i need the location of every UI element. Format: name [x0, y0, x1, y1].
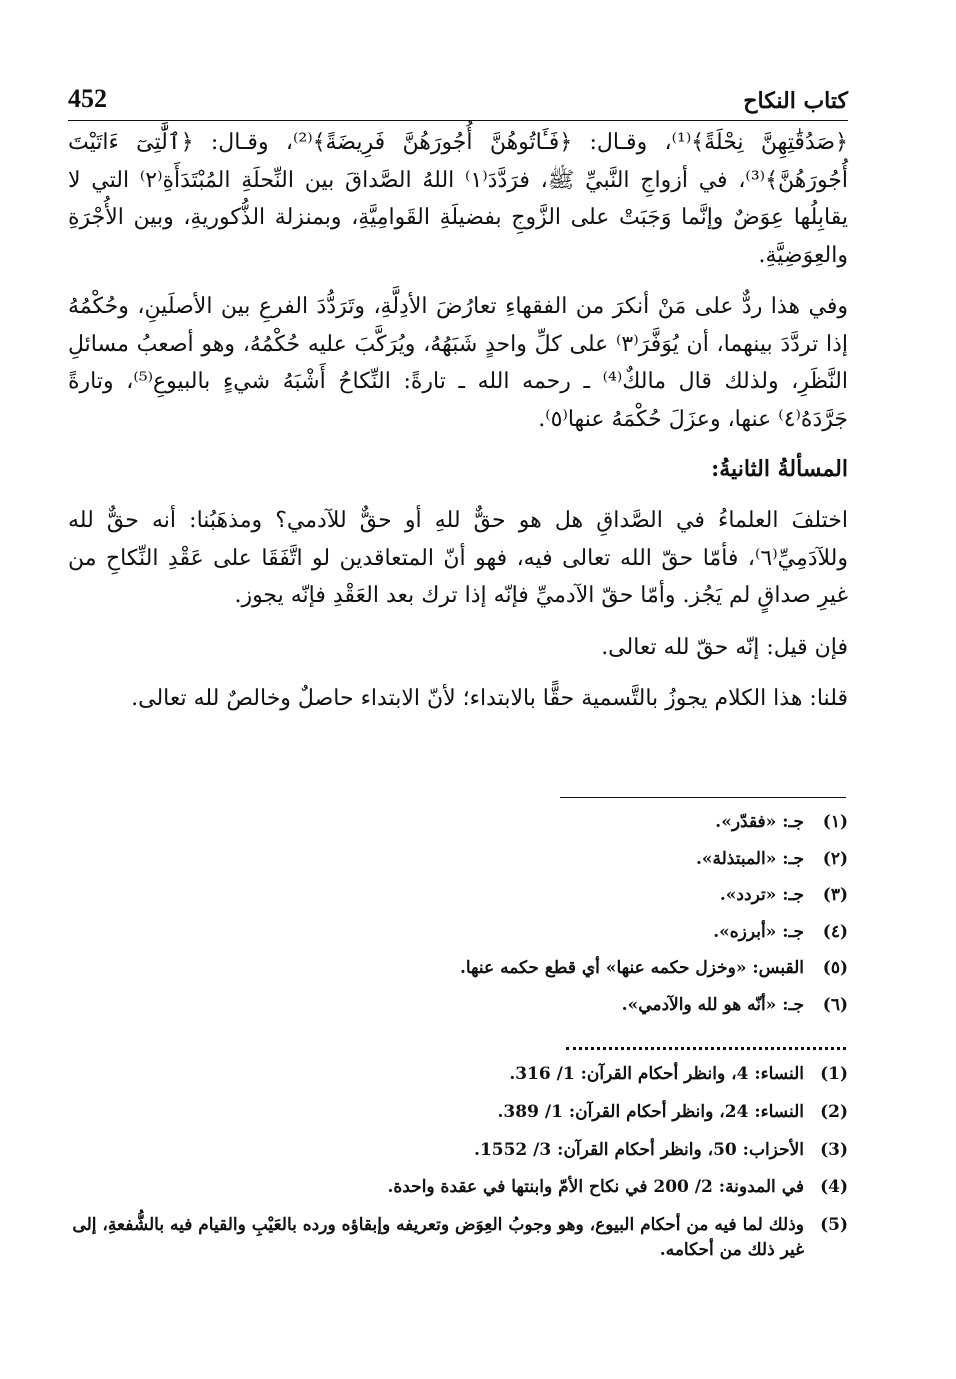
footnote-item [68, 1062, 848, 1087]
footnote-text: الأحزاب: 50، وانظر أحكام القرآن: 3/ 1552. [474, 1139, 804, 1160]
footnote-item [68, 1175, 848, 1200]
main-text [68, 124, 848, 732]
footnote-item [68, 1100, 848, 1125]
body-paragraph: اختلفَ العلماءُ في الصَّداقِ هل هو حقٌّ للهِ أو حقٌّ للآدمي؟ ومذهَبُنا: أنه حقٌّ لله وللآدَمِيِّ⁽٦⁾، فأمّا حقّ الله تعالى فيه، فهو أنّ المتعاقدين لو اتَّفَقَا على عَقْدِ النِّكاحِ من غيرِ صداقٍ لم يَجُز. وأمّا حقّ الآدميِّ فإنّه إذا ترك بعد العَقْدِ فإنّه يجوز. [68, 508, 848, 608]
footnote-text: في المدونة: 2/ 200 في نكاح الأمّ وابنتها في عقدة واحدة. [387, 1177, 804, 1198]
body-paragraph: وفي هذا ردٌّ على مَنْ أنكرَ من الفقهاءِ تعارُضَ الأدِلَّةِ، وتَرَدُّدَ الفرعِ بين الأصلَينِ، وحُكْمُهُ إذا تردَّدَ بينهما، أن يُوَفَّرَ⁽٣⁾ على كلِّ واحدٍ شَبَهُهُ، ويُرَكَّبَ عليه حُكْمُهُ، وهو أصعبُ مسائلِ النَّظَرِ، ولذلك قال مالكٌ⁽⁴⁾ ـ رحمه الله ـ تارةً: النِّكاحُ أَشْبَهُ شيءٍ بالبيوعِ⁽⁵⁾، وتارةً جَرَّدَهُ⁽٤⁾ عنها، وعزَلَ حُكْمَهُ عنها⁽٥⁾. [68, 294, 848, 432]
footnote-item [428, 883, 848, 908]
footnote-text: النساء: 24، وانظر أحكام القرآن: 1/ 389. [497, 1101, 804, 1122]
footnote-item [428, 810, 848, 835]
footnote-text: النساء: 4، وانظر أحكام القرآن: 1/ 316. [509, 1064, 804, 1084]
body-paragraph: قلنا: هذا الكلام يجوزُ بالتَّسمية حقًّا بالابتداء؛ لأنّ الابتداء حاصلٌ وخالصٌ لله تعالى. [131, 686, 848, 711]
section-heading: المسألةُ الثانيةُ: [711, 456, 848, 482]
footnote-number: (4) [820, 1177, 848, 1198]
footnote-item [428, 920, 848, 945]
footnote-text: جـ: «أبرزه». [713, 921, 804, 942]
variant-footnotes [428, 810, 848, 1029]
footnote-item [68, 1138, 848, 1163]
footnote-number: (2) [820, 1101, 848, 1122]
footnote-text: وذلك لما فيه من أحكام البيوع، وهو وجوبُ العِوَض وتعريفه وإبقاؤه ورده بالعَيْبِ والقيام فيه بالشُّفعةِ، إلى غير ذلك من أحكامه. [72, 1215, 804, 1261]
footnote-item [68, 1213, 848, 1263]
footnote-text: جـ: «المبتذلة». [695, 848, 804, 869]
editor-footnotes [68, 1062, 848, 1276]
footnote-text: القبس: «وخزل حكمه عنها» أي قطع حكمه عنها. [459, 958, 804, 978]
footnote-number: (٣) [822, 885, 848, 905]
footnote-text: جـ: «تردد». [719, 885, 804, 905]
footnote-number: (٥) [822, 958, 848, 978]
body-paragraph: فإن قيل: إنّه حقّ لله تعالى. [601, 634, 848, 660]
footnote-number: (3) [820, 1139, 848, 1160]
page-header [68, 74, 848, 121]
dotted-divider [566, 1047, 846, 1050]
footnote-number: (١) [822, 812, 848, 832]
body-paragraph: ﴿صَدُقَٰتِهِنَّ نِحْلَةً﴾⁽¹⁾، وقـال: ﴿فَـَٔاتُوهُنَّ أُجُورَهُنَّ فَرِيضَةً﴾⁽²⁾، وقـال: ﴿ٱلَّٰتِىٓ ءَاتَيْتَ أُجُورَهُنَّ﴾⁽³⁾، في أزواجِ النَّبيِّ ﷺ، فرَدَّدَ⁽١⁾ اللهُ الصَّداقَ بين النِّحلَةِ المُبْتَدَأَةِ⁽٢⁾ التي لا يقابِلُها عِوَضٌ وإنَّما وَجَبَتْ على الزَّوجِ بفضيلَةِ القَوامِيَّةِ، وبمنزلة الذُّكوريةِ، وبين الأُجْرَةِ والعِوَضِيَّةِ. [68, 130, 849, 268]
footnote-item [428, 993, 848, 1018]
footnote-number: (٦) [822, 994, 848, 1015]
footnote-text: جـ: «فقدّر». [715, 812, 804, 832]
footnote-text: جـ: «أنّه هو لله والآدمي». [621, 994, 804, 1015]
footnote-number: (1) [820, 1064, 848, 1084]
footnote-item [428, 847, 848, 872]
page-number: 452 [68, 84, 107, 113]
footnote-item [428, 956, 848, 981]
footnote-number: (٤) [822, 921, 848, 942]
footnote-number: (٢) [822, 848, 848, 869]
footnote-divider [560, 797, 846, 798]
footnote-number: (5) [820, 1215, 848, 1236]
running-title: كتاب النكاح [743, 88, 848, 114]
